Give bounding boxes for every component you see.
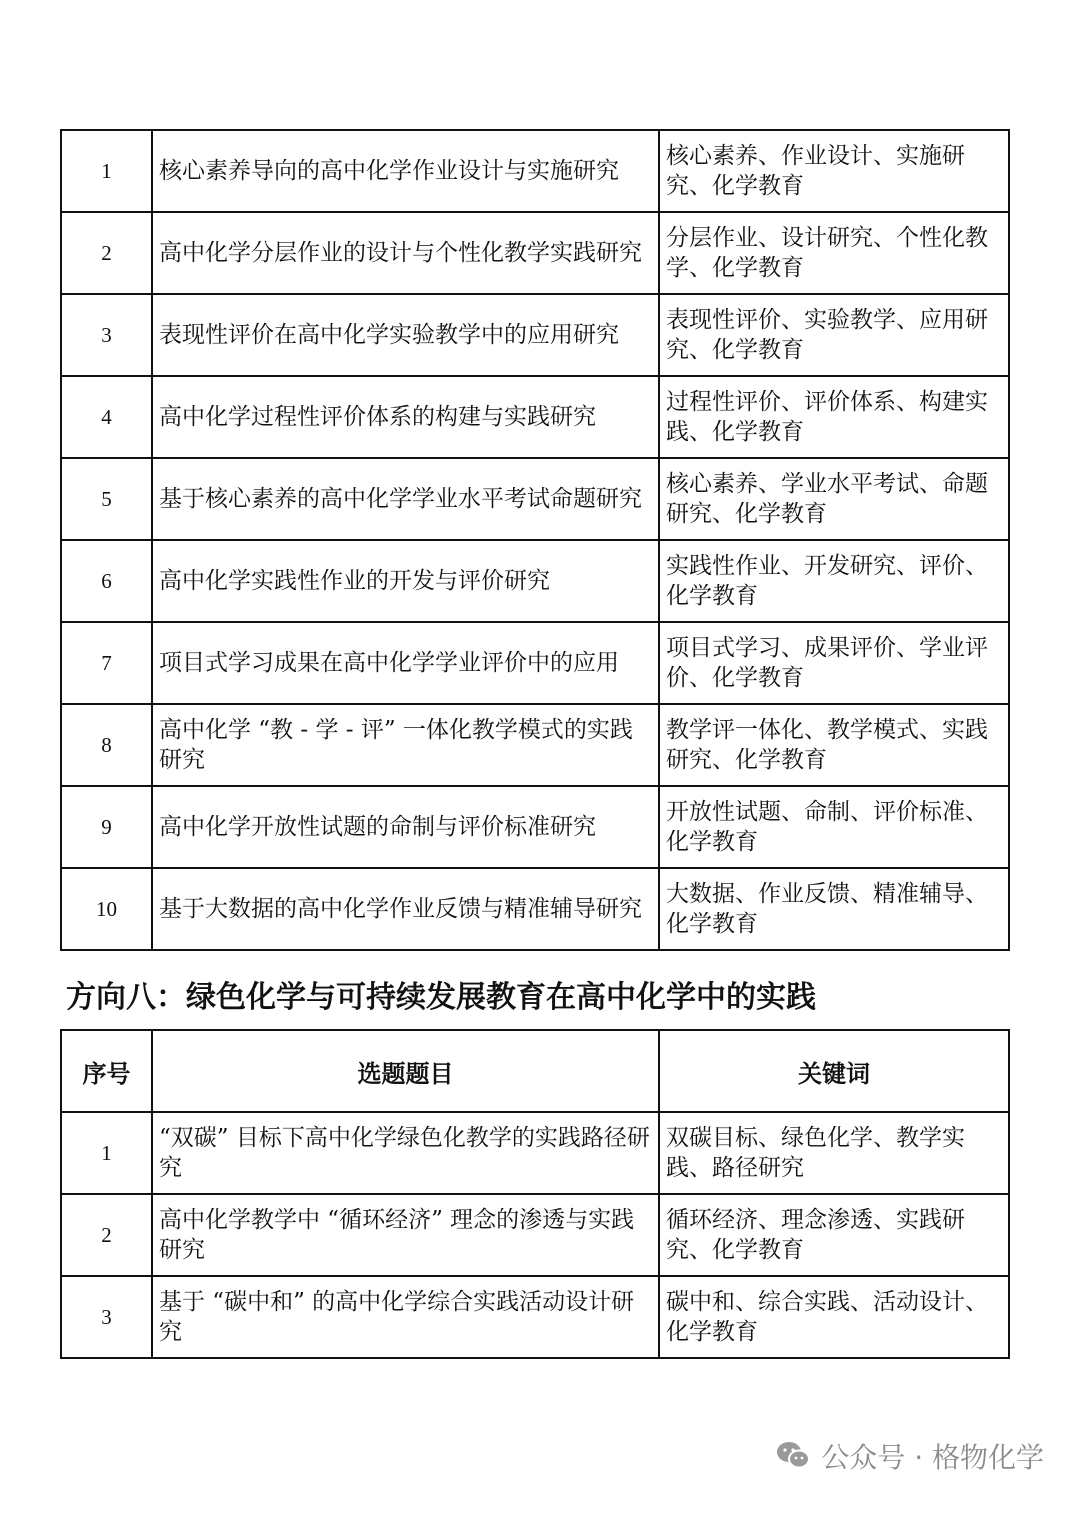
table-row bbox=[61, 376, 1009, 458]
topic-title: 基于核心素养的高中化学学业水平考试命题研究 bbox=[152, 458, 659, 540]
table-row bbox=[61, 704, 1009, 786]
header-keywords: 关键词 bbox=[659, 1030, 1009, 1112]
row-number: 9 bbox=[61, 786, 152, 868]
table-row bbox=[61, 294, 1009, 376]
keywords: 核心素养、学业水平考试、命题研究、化学教育 bbox=[659, 458, 1009, 540]
row-number: 3 bbox=[61, 294, 152, 376]
row-number: 2 bbox=[61, 212, 152, 294]
row-number: 2 bbox=[61, 1194, 152, 1276]
row-number: 6 bbox=[61, 540, 152, 622]
row-number: 8 bbox=[61, 704, 152, 786]
keywords: 大数据、作业反馈、精准辅导、化学教育 bbox=[659, 868, 1009, 950]
topic-title: 核心素养导向的高中化学作业设计与实施研究 bbox=[152, 130, 659, 212]
keywords: 循环经济、理念渗透、实践研究、化学教育 bbox=[659, 1194, 1009, 1276]
table-row bbox=[61, 786, 1009, 868]
keywords: 项目式学习、成果评价、学业评价、化学教育 bbox=[659, 622, 1009, 704]
table-row bbox=[61, 1276, 1009, 1358]
table-row bbox=[61, 540, 1009, 622]
topic-title: “双碳” 目标下高中化学绿色化教学的实践路径研究 bbox=[152, 1112, 659, 1194]
keywords: 表现性评价、实验教学、应用研究、化学教育 bbox=[659, 294, 1009, 376]
topic-title: 项目式学习成果在高中化学学业评价中的应用 bbox=[152, 622, 659, 704]
keywords: 双碳目标、绿色化学、教学实践、路径研究 bbox=[659, 1112, 1009, 1194]
topics-table-section-8 bbox=[60, 1029, 1010, 1359]
row-number: 10 bbox=[61, 868, 152, 950]
keywords: 教学评一体化、教学模式、实践研究、化学教育 bbox=[659, 704, 1009, 786]
watermark-text: 公众号 · 格物化学 bbox=[821, 1441, 1044, 1474]
keywords: 实践性作业、开发研究、评价、化学教育 bbox=[659, 540, 1009, 622]
keywords: 核心素养、作业设计、实施研究、化学教育 bbox=[659, 130, 1009, 212]
row-number: 3 bbox=[61, 1276, 152, 1358]
keywords: 开放性试题、命制、评价标准、化学教育 bbox=[659, 786, 1009, 868]
topic-title: 高中化学分层作业的设计与个性化教学实践研究 bbox=[152, 212, 659, 294]
table-row bbox=[61, 868, 1009, 950]
row-number: 4 bbox=[61, 376, 152, 458]
topics-table-continued bbox=[60, 129, 1010, 951]
header-number: 序号 bbox=[61, 1030, 152, 1112]
keywords: 过程性评价、评价体系、构建实践、化学教育 bbox=[659, 376, 1009, 458]
table-row bbox=[61, 458, 1009, 540]
section-heading: 方向八：绿色化学与可持续发展教育在高中化学中的实践 bbox=[66, 980, 816, 1015]
topic-title: 高中化学开放性试题的命制与评价标准研究 bbox=[152, 786, 659, 868]
topic-title: 高中化学过程性评价体系的构建与实践研究 bbox=[152, 376, 659, 458]
keywords: 分层作业、设计研究、个性化教学、化学教育 bbox=[659, 212, 1009, 294]
watermark bbox=[775, 1436, 1044, 1476]
row-number: 1 bbox=[61, 1112, 152, 1194]
topic-title: 表现性评价在高中化学实验教学中的应用研究 bbox=[152, 294, 659, 376]
topic-title: 高中化学教学中 “循环经济” 理念的渗透与实践研究 bbox=[152, 1194, 659, 1276]
table-row bbox=[61, 1194, 1009, 1276]
topic-title: 基于大数据的高中化学作业反馈与精准辅导研究 bbox=[152, 868, 659, 950]
table-row bbox=[61, 212, 1009, 294]
topic-title: 高中化学 “教 - 学 - 评” 一体化教学模式的实践研究 bbox=[152, 704, 659, 786]
topic-title: 高中化学实践性作业的开发与评价研究 bbox=[152, 540, 659, 622]
table-row bbox=[61, 622, 1009, 704]
row-number: 1 bbox=[61, 130, 152, 212]
row-number: 5 bbox=[61, 458, 152, 540]
header-topic: 选题题目 bbox=[152, 1030, 659, 1112]
table-header-row bbox=[61, 1030, 1009, 1112]
row-number: 7 bbox=[61, 622, 152, 704]
topic-title: 基于 “碳中和” 的高中化学综合实践活动设计研究 bbox=[152, 1276, 659, 1358]
wechat-icon bbox=[775, 1440, 811, 1472]
table-row bbox=[61, 130, 1009, 212]
keywords: 碳中和、综合实践、活动设计、化学教育 bbox=[659, 1276, 1009, 1358]
table-row bbox=[61, 1112, 1009, 1194]
